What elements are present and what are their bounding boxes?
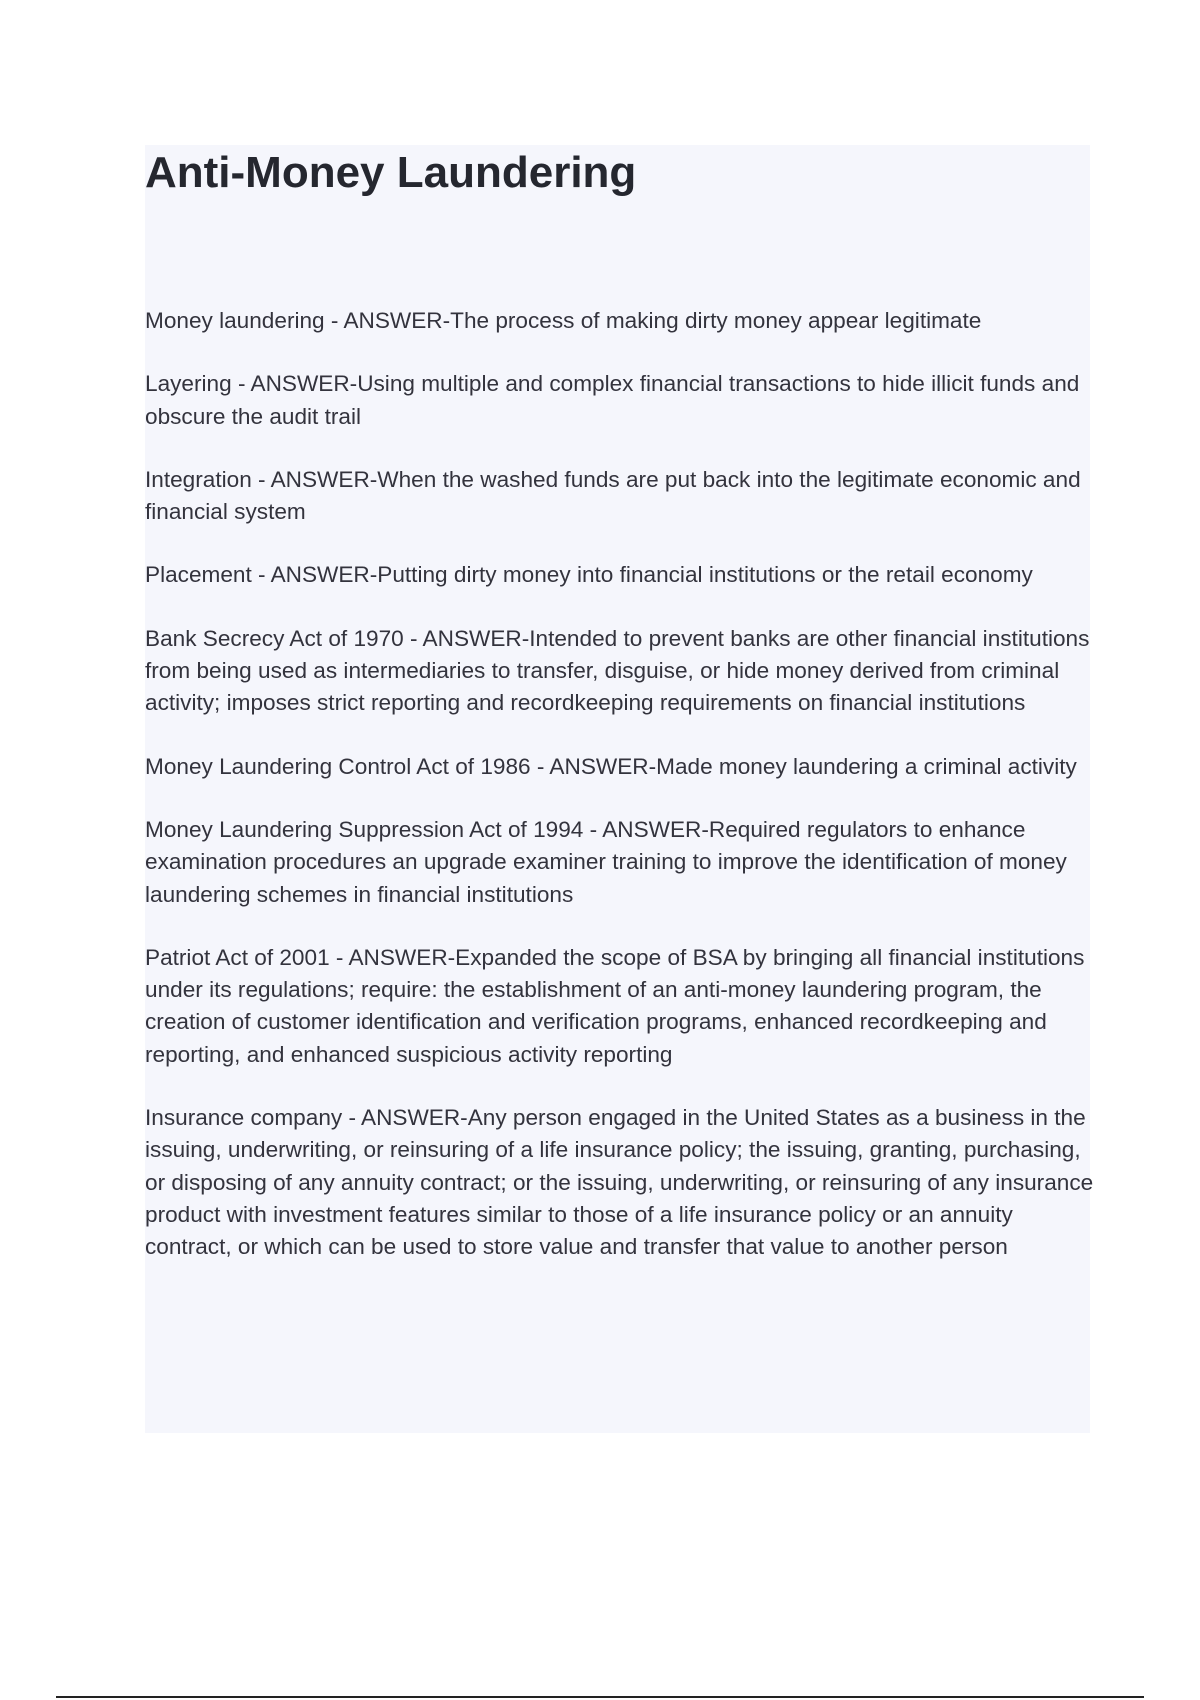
list-item-patriot-act: Patriot Act of 2001 - ANSWER-Expanded the scope of BSA by bringing all financial institutions under its regulations; require: the establishment of an anti-money laundering program, the creation of customer identification and verification programs, enhanced recordkeeping and reporting, and enhanced suspicious activity reporting — [145, 944, 1085, 1067]
list-item-integration: Integration - ANSWER-When the washed funds are put back into the legitimate economic and financial system — [145, 466, 1081, 525]
list-item-money-laundering: Money laundering - ANSWER-The process of making dirty money appear legitimate — [145, 308, 982, 333]
list-item-insurance-company: Insurance company - ANSWER-Any person engaged in the United States as a business in the issuing, underwriting, or reinsuring of a life insurance policy; the issuing, granting, purchasing, or disposing of any annuity contract; or the issuing, underwriting, or reinsuring of any insurance product with investment features similar to those of a life insurance policy or an annuity contract, or which can be used to store value and transfer that value to another person — [145, 1105, 1094, 1260]
document-title: Anti-Money Laundering — [145, 148, 637, 197]
list-item-bank-secrecy-act: Bank Secrecy Act of 1970 - ANSWER-Intended to prevent banks are other financial institutions from being used as intermediaries to transfer, disguise, or hide money derived from criminal activity; imposes strict reporting and recordkeeping requirements on financial institutions — [145, 625, 1090, 716]
list-item-placement: Placement - ANSWER-Putting dirty money into financial institutions or the retail economy — [145, 562, 1033, 588]
list-item-money-laundering-control-act: Money Laundering Control Act of 1986 - ANSWER-Made money laundering a criminal activity — [145, 753, 1077, 779]
list-item-money-laundering-suppression-act: Money Laundering Suppression Act of 1994 - ANSWER-Required regulators to enhance examination procedures an upgrade examiner training to improve the identification of money laundering schemes in financial institutions — [145, 816, 1067, 907]
answer-list — [145, 305, 1095, 1295]
list-item-layering: Layering - ANSWER-Using multiple and complex financial transactions to hide illicit funds and obscure the audit trail — [145, 371, 1080, 429]
footer-divider — [56, 1696, 1144, 1698]
